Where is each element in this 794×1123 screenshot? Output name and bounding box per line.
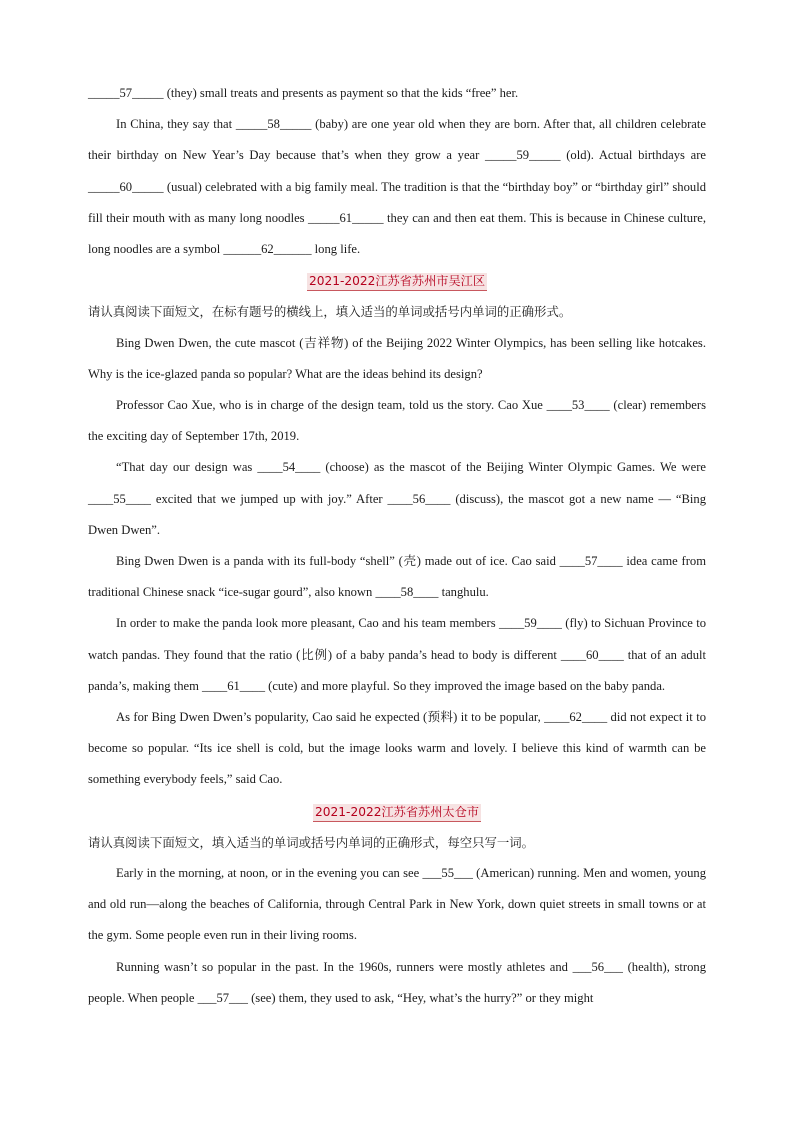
s2-instruction: 请认真阅读下面短文，在标有题号的横线上，填入适当的单词或括号内单词的正确形式。	[88, 304, 572, 320]
s1-paragraph-1: _____57_____ (they) small treats and presents as payment so that the kids “free” her.	[88, 86, 519, 100]
s2-paragraph-1: Bing Dwen Dwen, the cute mascot (吉祥物) of the Beijing 2022 Winter Olympics, has been selling like hotcakes. Why is the ice-glazed panda so popular? What are the ideas behind its design?	[88, 335, 706, 381]
s3-paragraph-2: Running wasn’t so popular in the past. In the 1960s, runners were mostly athletes and ___56___ (health), strong people. When people ___57___ (see) them, they used to ask, “Hey, what’s the hurry?” or they might	[88, 959, 706, 1005]
s3-paragraph-1: Early in the morning, at noon, or in the evening you can see ___55___ (American) running. Men and women, young and old run—along the beaches of California, through Central Park in New York, down quiet streets in small towns or at the gym. Some people even run in their living rooms.	[88, 866, 706, 943]
s2-paragraph-2: Professor Cao Xue, who is in charge of the design team, told us the story. Cao Xue ____53____ (clear) remembers the exciting day of September 17th, 2019.	[88, 398, 706, 444]
section-heading-wujiang: 2021-2022江苏省苏州市吴江区	[307, 273, 487, 291]
s2-paragraph-6: As for Bing Dwen Dwen’s popularity, Cao said he expected (预料) it to be popular, ____62____ did not expect it to become so popular. “Its ice shell is cold, but the image looks warm and lovely. I believe this kind of warmth can be something everybody feels,” said Cao.	[88, 710, 706, 787]
s1-paragraph-2: In China, they say that _____58_____ (baby) are one year old when they are born. After that, all children celebrate their birthday on New Year’s Day because that’s when they grow a year _____59_____ (old). Actual birthdays are _____60_____ (usual) celebrated with a big family meal. The tradition is that the “birthday boy” or “birthday girl” should fill their mouth with as many long noodles _____61_____ they can and then eat them. This is because in Chinese culture, long noodles are a symbol ______62______ long life.	[88, 117, 706, 257]
section-heading-taicang: 2021-2022江苏省苏州太仓市	[313, 804, 481, 822]
s2-paragraph-3: “That day our design was ____54____ (choose) as the mascot of the Beijing Winter Olympic Games. We were ____55____ excited that we jumped up with joy.” After ____56____ (discuss), the mascot got a new name — “Bing Dwen Dwen”.	[88, 460, 706, 537]
s2-heading-line	[88, 265, 706, 296]
s3-instruction: 请认真阅读下面短文，填入适当的单词或括号内单词的正确形式，每空只写一词。	[88, 834, 535, 850]
s2-paragraph-4: Bing Dwen Dwen is a panda with its full-body “shell” (壳) made out of ice. Cao said ____57____ idea came from traditional Chinese snack “ice-sugar gourd”, also known ____58____ tanghulu.	[88, 554, 706, 600]
s3-heading-line	[88, 796, 706, 827]
s2-paragraph-5: In order to make the panda look more pleasant, Cao and his team members ____59____ (fly) to Sichuan Province to watch pandas. They found that the ratio (比例) of a baby panda’s head to body is different ____60____ that of an adult panda’s, making them ____61____ (cute) and more playful. So they improved the image based on the baby panda.	[88, 616, 706, 693]
